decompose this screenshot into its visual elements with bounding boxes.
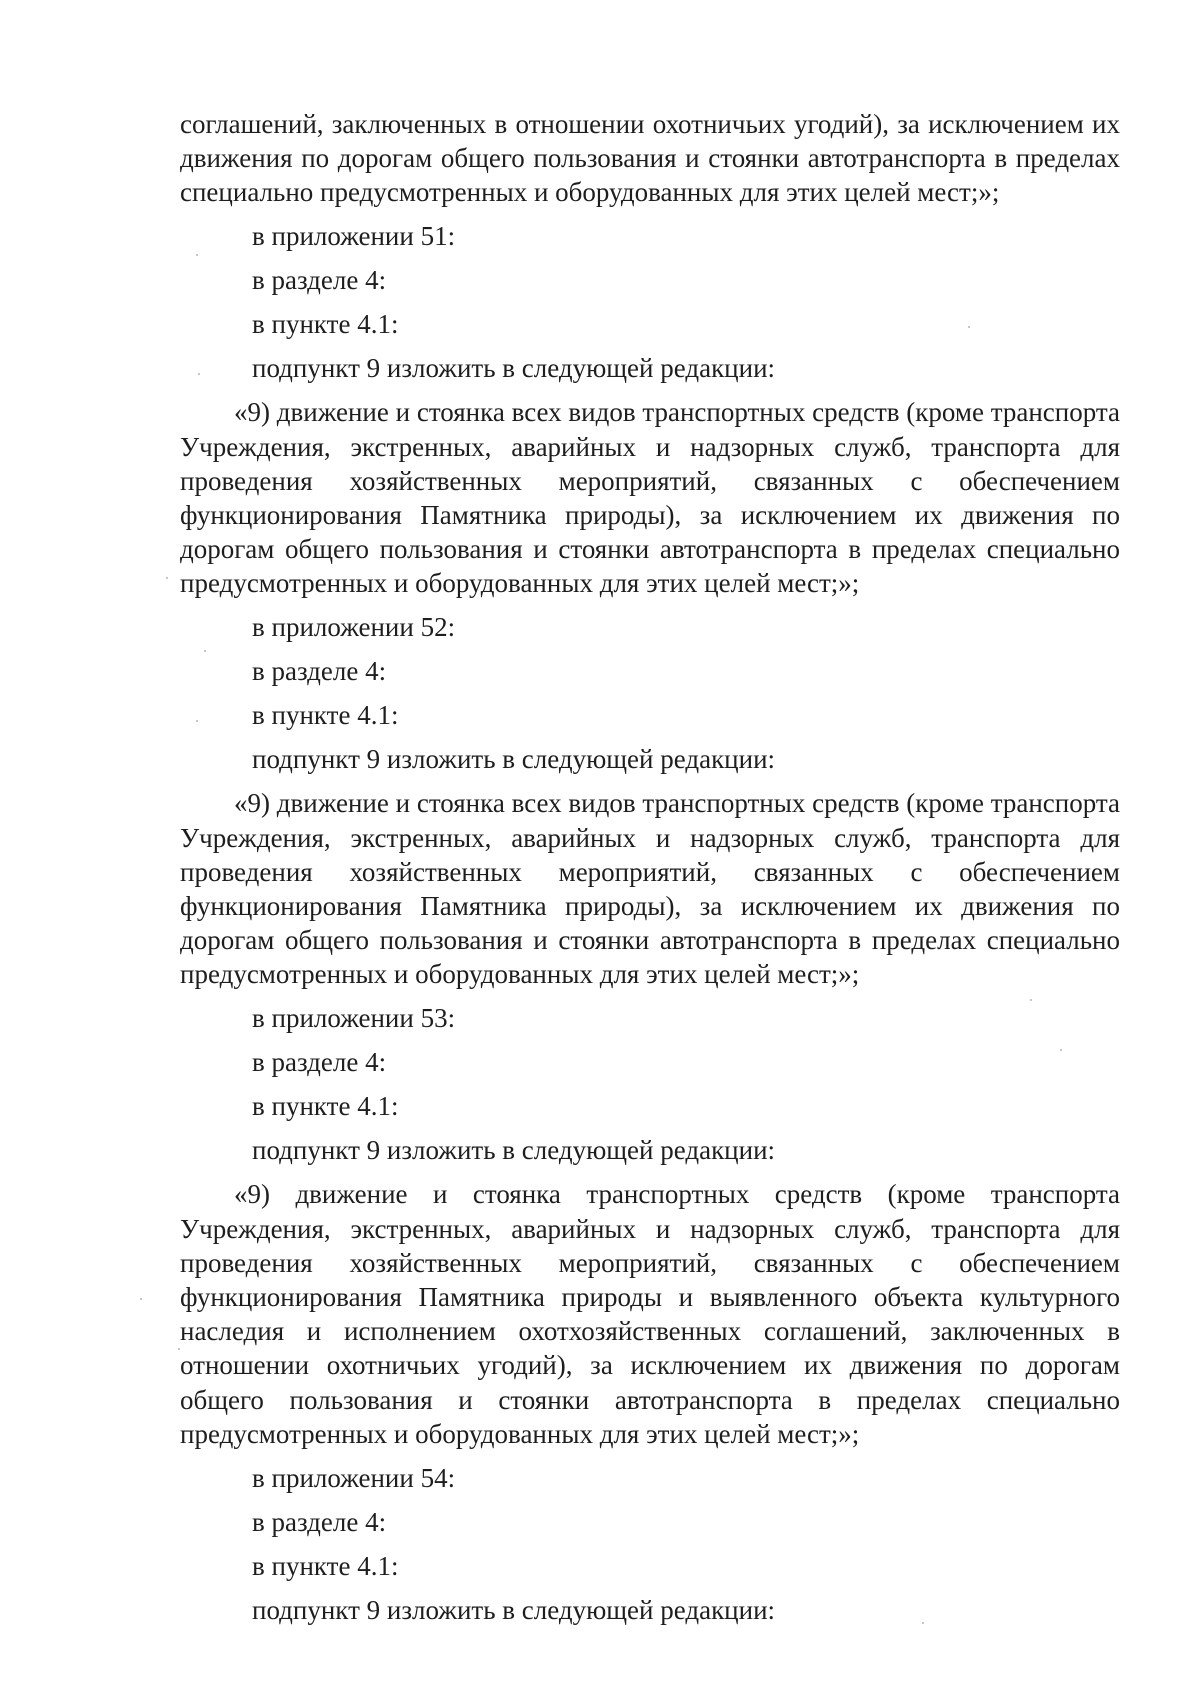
clause-4-1-heading: в пункте 4.1:: [252, 1091, 399, 1122]
subclause-9-instruction: подпункт 9 изложить в следующей редакции:: [252, 353, 776, 384]
scan-speck: [196, 720, 198, 722]
subclause-9-instruction: подпункт 9 изложить в следующей редакции:: [252, 1594, 776, 1625]
subclause-9-text: «9) движение и стоянка всех видов транспортных средств (кроме транспорта Учреждения, экстренных, аварийных и надзорных служб, транспорта для проведения хозяйственных мероприятий, связанных с обеспечением функционирования Памятника природы), за исключением их движения по дорогам общего пользования и стоянки автотранспорта в пределах специально предусмотренных и оборудованных для этих целей мест;»;: [180, 788, 1120, 990]
clause-4-1-heading: в пункте 4.1:: [252, 1550, 399, 1581]
subclause-9-text: «9) движение и стоянка транспортных средств (кроме транспорта Учреждения, экстренных, аварийных и надзорных служб, транспорта для проведения хозяйственных мероприятий, связанных с обеспечением функционирования Памятника природы и выявленного объекта культурного наследия и исполнением охотхозяйственных соглашений, заключенных в отношении охотничьих угодий), за исключением их движения по дорогам общего пользования и стоянки автотранспорта в пределах специально предусмотренных и оборудованных для этих целей мест;»;: [180, 1179, 1120, 1449]
scan-speck: [178, 1348, 180, 1350]
subclause-9-instruction: подпункт 9 изложить в следующей редакции:: [252, 744, 776, 775]
section-4-heading: в разделе 4:: [252, 1506, 387, 1537]
subclause-9-instruction: подпункт 9 изложить в следующей редакции:: [252, 1135, 776, 1166]
scan-speck: [198, 373, 200, 375]
subclause-9-text: «9) движение и стоянка всех видов транспортных средств (кроме транспорта Учреждения, экстренных, аварийных и надзорных служб, транспорта для проведения хозяйственных мероприятий, связанных с обеспечением функционирования Памятника природы), за исключением их движения по дорогам общего пользования и стоянки автотранспорта в пределах специально предусмотренных и оборудованных для этих целей мест;»;: [180, 397, 1120, 599]
clause-4-1-heading: в пункте 4.1:: [252, 700, 399, 731]
section-4-heading: в разделе 4:: [252, 656, 387, 687]
section-4-heading: в разделе 4:: [252, 1047, 387, 1078]
document-body: [180, 107, 1120, 1637]
scan-speck: [166, 577, 168, 579]
scan-speck: [922, 1622, 924, 1624]
scan-speck: [1060, 1049, 1062, 1051]
clause-4-1-heading: в пункте 4.1:: [252, 309, 399, 340]
appendix-52-heading: в приложении 52:: [252, 612, 456, 643]
appendix-53-heading: в приложении 53:: [252, 1003, 456, 1034]
continued-paragraph: соглашений, заключенных в отношении охотничьих угодий), за исключением их движения по дорогам общего пользования и стоянки автотранспорта в пределах специально предусмотренных и оборудованных для этих целей мест;»;: [180, 109, 1120, 208]
scan-speck: [1030, 999, 1032, 1001]
appendix-51-heading: в приложении 51:: [252, 221, 456, 252]
scan-speck: [968, 326, 970, 328]
appendix-54-heading: в приложении 54:: [252, 1462, 456, 1493]
scan-speck: [196, 254, 198, 256]
section-4-heading: в разделе 4:: [252, 265, 387, 296]
scan-speck: [204, 650, 206, 652]
scan-speck: [140, 1298, 142, 1300]
